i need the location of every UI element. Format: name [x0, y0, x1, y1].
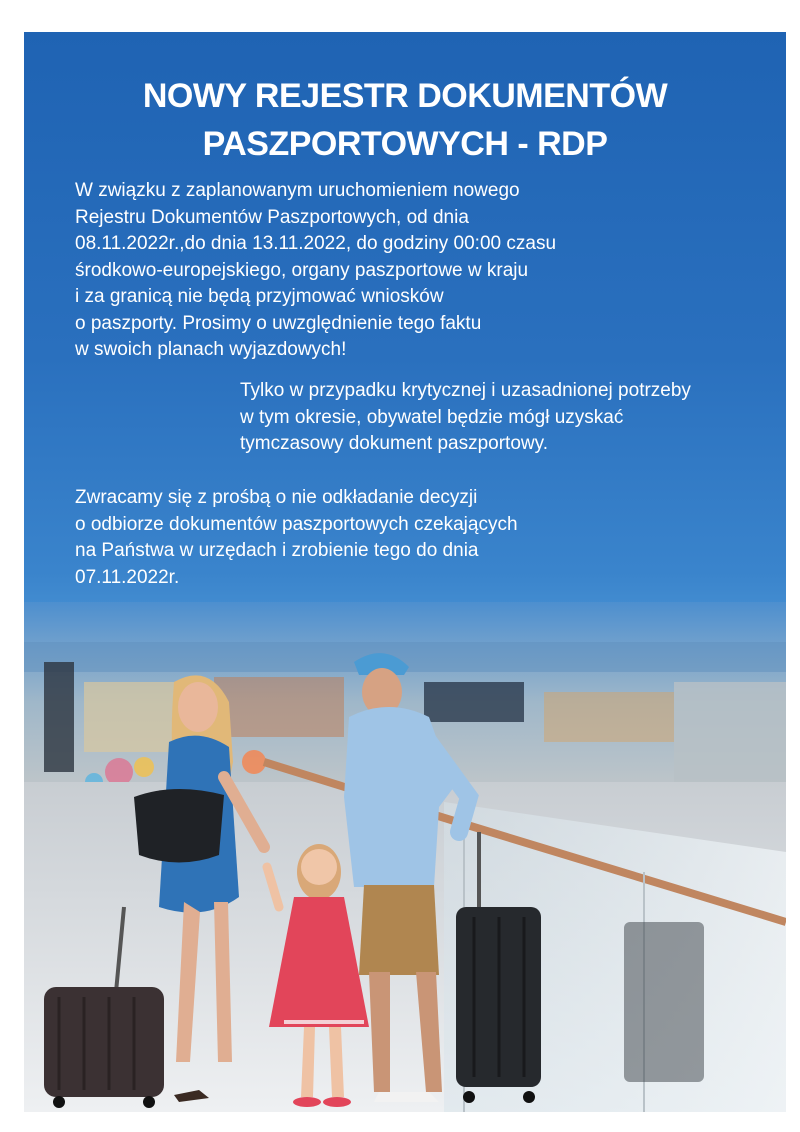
page-title: [24, 72, 786, 168]
notice-line: 08.11.2022r.,do dnia 13.11.2022, do godziny 00:00 czasu: [75, 233, 557, 254]
request-paragraph: [75, 485, 595, 591]
poster: [24, 32, 786, 1112]
notice-paragraph: [75, 178, 595, 364]
airport-family-photo: [24, 602, 786, 1112]
notice-line: i za granicą nie będą przyjmować wniosków: [75, 286, 444, 307]
exception-line: tymczasowy dokument paszportowy.: [240, 433, 548, 454]
notice-line: w swoich planach wyjazdowych!: [75, 339, 347, 360]
exception-line: Tylko w przypadku krytycznej i uzasadnionej potrzeby: [240, 380, 691, 401]
request-line: 07.11.2022r.: [75, 566, 180, 588]
notice-line: W związku z zaplanowanym uruchomieniem nowego: [75, 180, 520, 201]
notice-line: o paszporty. Prosimy o uwzględnienie tego faktu: [75, 312, 482, 334]
request-line: na Państwa w urzędach i zrobienie tego do dnia: [75, 540, 479, 561]
notice-line: Rejestru Dokumentów Paszportowych, od dnia: [75, 206, 469, 228]
exception-line: w tym okresie, obywatel będzie mógł uzyskać: [240, 406, 624, 428]
notice-line: środkowo-europejskiego, organy paszportowe w kraju: [75, 259, 529, 281]
request-line: o odbiorze dokumentów paszportowych czekających: [75, 513, 518, 535]
title-line-2: PASZPORTOWYCH - RDP: [202, 125, 608, 163]
exception-paragraph: [240, 378, 770, 458]
title-line-1: NOWY REJESTR DOKUMENTÓW: [142, 77, 668, 115]
request-line: Zwracamy się z prośbą o nie odkładanie decyzji: [75, 487, 478, 508]
